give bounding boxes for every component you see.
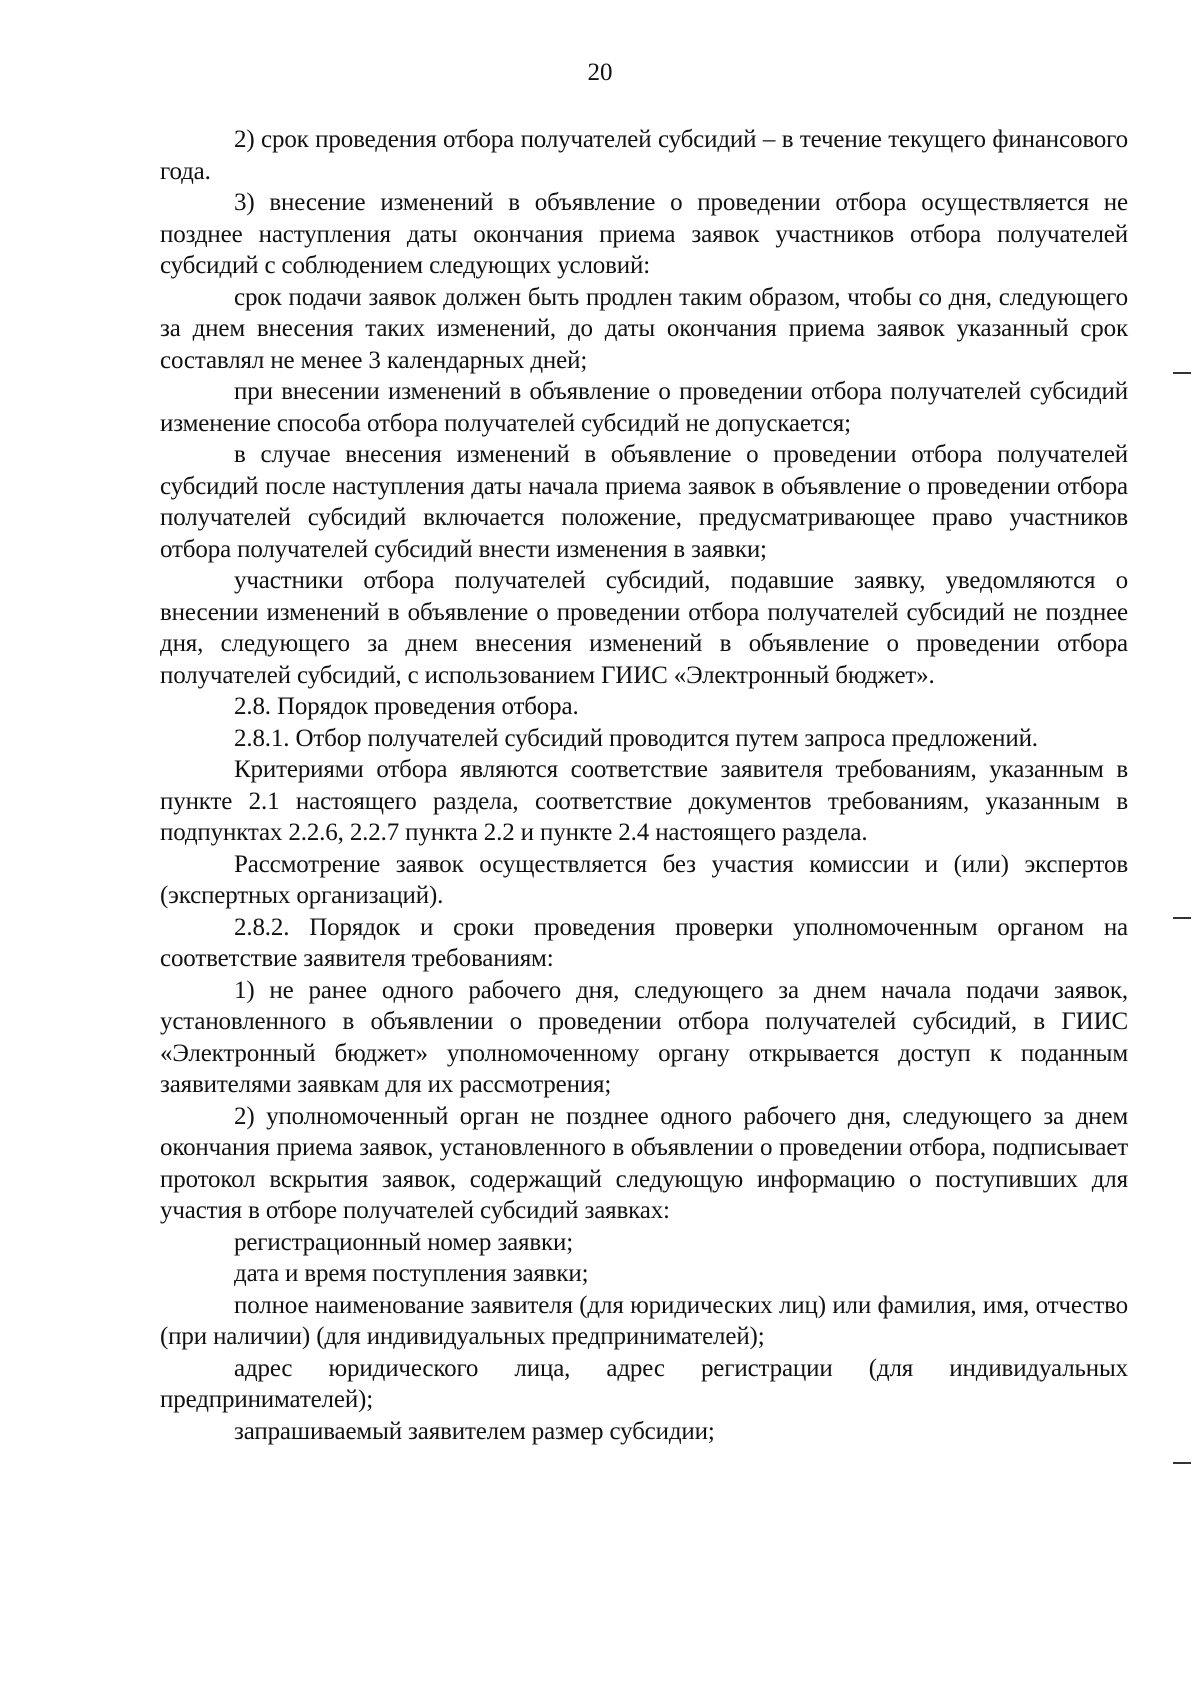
margin-mark — [1173, 917, 1191, 919]
paragraph: 1) не ранее одного рабочего дня, следующего за днем начала подачи заявок, установленного в объявлении о проведении отбора получателей субсидий, в ГИИС «Электронный бюджет» уполномоченному органу открывается доступ к поданным заявителями заявкам для их рассмотрения; — [160, 976, 1128, 1098]
paragraph: 2) уполномоченный орган не позднее одного рабочего дня, следующего за днем окончания приема заявок, установленного в объявлении о проведении отбора, подписывает протокол вскрытия заявок, содержащий следующую информацию о поступивших для участия в отборе получателей субсидий заявках: — [160, 1102, 1128, 1224]
paragraph: 2) срок проведения отбора получателей субсидий – в течение текущего финансового года. — [160, 126, 1128, 185]
list-item: полное наименование заявителя (для юридических лиц) или фамилия, имя, отчество (при наличии) (для индивидуальных предпринимателей); — [160, 1291, 1128, 1350]
paragraph: 3) внесение изменений в объявление о проведении отбора осуществляется не позднее наступления даты окончания приема заявок участников отбора получателей субсидий с соблюдением следующих условий: — [160, 189, 1128, 279]
paragraph: при внесении изменений в объявление о проведении отбора получателей субсидий изменение способа отбора получателей субсидий не допускается; — [160, 378, 1128, 437]
paragraph: участники отбора получателей субсидий, подавшие заявку, уведомляются о внесении изменений в объявление о проведении отбора получателей субсидий не позднее дня, следующего за днем внесения изменений в объявление о проведении отбора получателей субсидий, с использованием ГИИС «Электронный бюджет». — [160, 567, 1128, 689]
list-item: адрес юридического лица, адрес регистрации (для индивидуальных предпринимателей); — [160, 1354, 1128, 1413]
margin-mark — [1173, 372, 1191, 374]
list-item: регистрационный номер заявки; — [234, 1228, 574, 1256]
paragraph: срок подачи заявок должен быть продлен таким образом, чтобы со дня, следующего за днем внесения таких изменений, до даты окончания приема заявок указанный срок составлял не менее 3 календарных дней; — [160, 283, 1128, 374]
paragraph: 2.8.2. Порядок и сроки проведения проверки уполномоченным органом на соответствие заявителя требованиям: — [160, 913, 1128, 972]
list-item: дата и время поступления заявки; — [234, 1260, 589, 1287]
paragraph: в случае внесения изменений в объявление о проведении отбора получателей субсидий после наступления даты начала приема заявок в объявление о проведении отбора получателей субсидий включается положение, предусматривающее право участников отбора получателей субсидий внести изменения в заявки; — [160, 441, 1128, 563]
document-body — [160, 124, 1128, 1447]
list-item: запрашиваемый заявителем размер субсидии; — [234, 1417, 715, 1445]
paragraph: Рассмотрение заявок осуществляется без участия комиссии и (или) экспертов (экспертных организаций). — [160, 850, 1128, 909]
paragraph: Критериями отбора являются соответствие заявителя требованиям, указанным в пункте 2.1 настоящего раздела, соответствие документов требованиям, указанным в подпунктах 2.2.6, 2.2.7 пункта 2.2 и пункте 2.4 настоящего раздела. — [160, 756, 1128, 846]
page-number: 20 — [587, 59, 613, 86]
paragraph: 2.8.1. Отбор получателей субсидий проводится путем запроса предложений. — [234, 724, 1038, 752]
section-heading: 2.8. Порядок проведения отбора. — [234, 693, 579, 720]
margin-mark — [1173, 1462, 1191, 1464]
